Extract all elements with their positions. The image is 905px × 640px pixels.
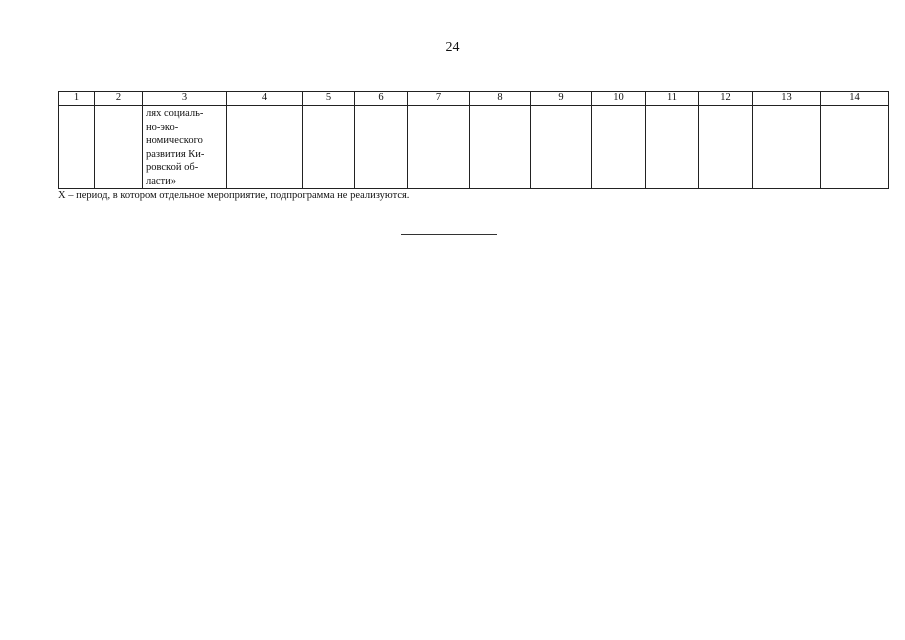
page-number: 24: [445, 40, 460, 55]
table-cell: [646, 106, 699, 189]
table-row: [59, 106, 889, 189]
table-cell: [470, 106, 531, 189]
footnote: X – период, в котором отдельное мероприятие, подпрограмма не реализуются.: [58, 190, 410, 201]
column-header: 9: [531, 92, 592, 106]
table-cell-description: лях социаль- но-эко- номического развития Ки- ровской об- ласти»: [143, 106, 227, 189]
column-header: 2: [95, 92, 143, 106]
column-header: 4: [227, 92, 303, 106]
column-header: 3: [143, 92, 227, 106]
column-header: 8: [470, 92, 531, 106]
table-cell: [753, 106, 821, 189]
table-cell: [592, 106, 646, 189]
column-header: 13: [753, 92, 821, 106]
table-cell: [699, 106, 753, 189]
table-cell: [355, 106, 408, 189]
table-cell: [95, 106, 143, 189]
table-cell: [821, 106, 889, 189]
column-header: 6: [355, 92, 408, 106]
column-header: 1: [59, 92, 95, 106]
column-header: 7: [408, 92, 470, 106]
column-header: 5: [303, 92, 355, 106]
table-cell: [408, 106, 470, 189]
column-header: 10: [592, 92, 646, 106]
end-separator-line: [401, 234, 497, 235]
table-cell: [531, 106, 592, 189]
table-cell: [227, 106, 303, 189]
column-header: 11: [646, 92, 699, 106]
data-table: [58, 91, 889, 189]
table-header-row: [59, 92, 889, 106]
column-header: 12: [699, 92, 753, 106]
table-cell: [59, 106, 95, 189]
column-header: 14: [821, 92, 889, 106]
table-cell: [303, 106, 355, 189]
